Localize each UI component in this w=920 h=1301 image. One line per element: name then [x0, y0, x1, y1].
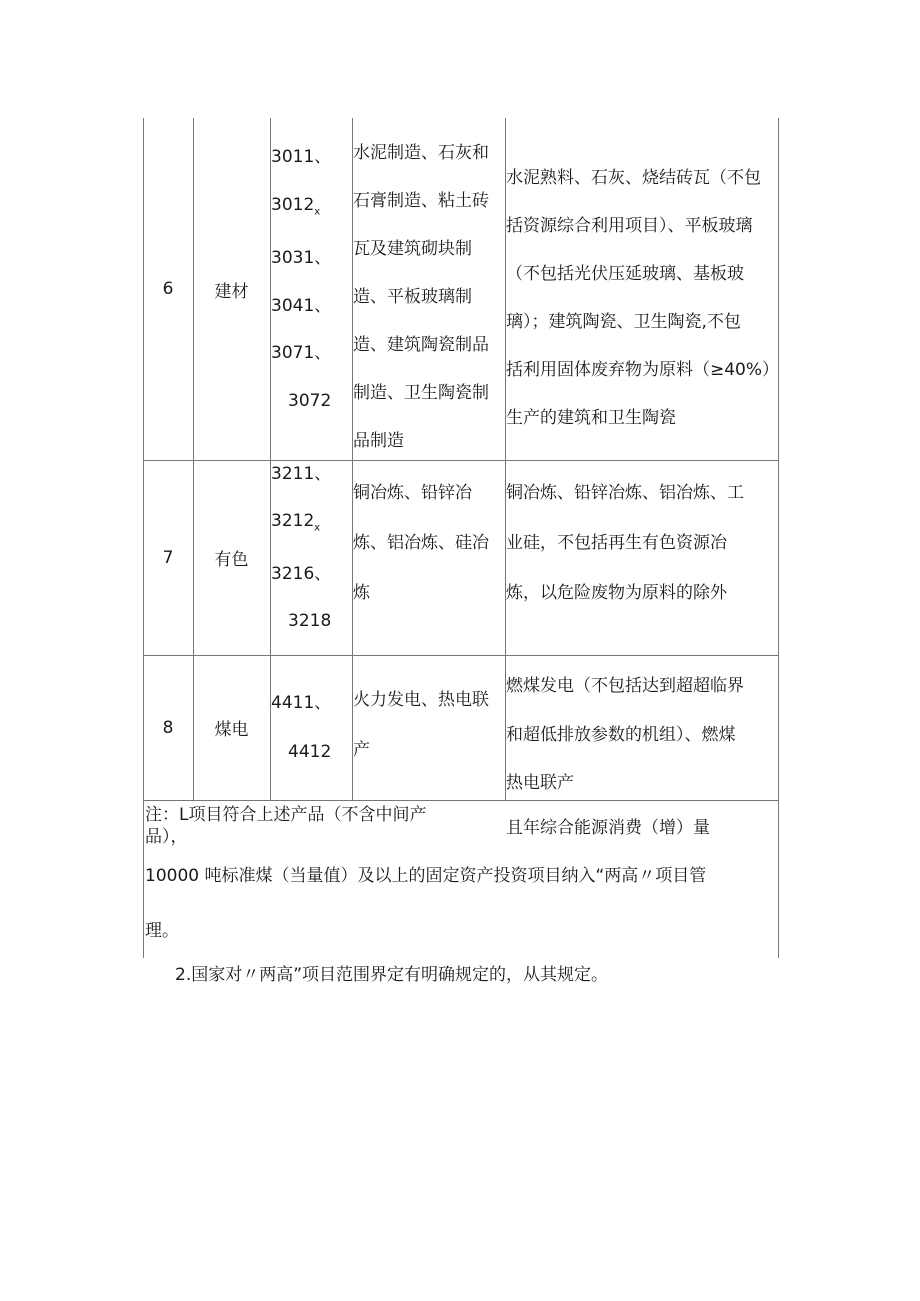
product-scope: 铜冶炼、铅锌冶炼、铝冶炼、工 业硅，不包括再生有色资源冶 炼，以危险废物为原料的除外	[506, 483, 744, 603]
row-category: 有色	[214, 550, 249, 570]
industry-description: 火力发电、热电联 产	[353, 690, 489, 760]
code: 3041、	[271, 295, 332, 316]
note-line: 10000 吨标准煤（当量值）及以上的固定资产投资项目纳入“两高〃项目管	[145, 866, 707, 886]
code: 3011、	[271, 147, 332, 167]
product-scope: 水泥熟料、石灰、烧结砖瓦（不包 括资源综合利用项目）、平板玻璃 （不包括光伏压延玻璃、基板玻 璃）；建筑陶瓷、卫生陶瓷,不包 括利用固体废弃物为原料（≥40%） 生产的建筑和卫生陶瓷	[506, 168, 780, 428]
industry-codes: 4411、 4412	[271, 693, 332, 762]
industry-codes: 3211、 $3212_x$ 3216、 3218	[271, 464, 332, 632]
note-line: 理。	[145, 921, 179, 941]
industry-description: 铜冶炼、铅锌冶 炼、铝冶炼、硅冶 炼	[353, 483, 489, 603]
product-scope: 燃煤发电（不包括达到超超临界 和超低排放参数的机组）、燃煤 热电联产	[506, 676, 744, 793]
body-paragraph: 2.国家对〃两高”项目范围界定有明确规定的，从其规定。	[175, 965, 609, 985]
row-number: 6	[162, 279, 174, 299]
industry-description: 水泥制造、石灰和 石膏制造、粘土砖 瓦及建筑砌块制 造、平板玻璃制 造、建筑陶瓷制品 制造、卫生陶瓷制 品制造	[353, 143, 489, 451]
note-text: 注：L项目符合上述产品（不含中间产 品），	[145, 805, 427, 847]
row-number: 8	[162, 717, 174, 738]
code: 3072	[288, 390, 332, 411]
code: $3012_x$	[271, 194, 321, 217]
code: 3071、	[271, 343, 332, 364]
row-number: 7	[162, 547, 174, 568]
code: 3031、	[271, 248, 332, 269]
row-category: 煤电	[214, 720, 249, 740]
row-category: 建材	[214, 281, 249, 302]
industry-codes	[271, 134, 331, 425]
note-text-continued: 且年综合能源消费（增）量	[506, 818, 710, 838]
